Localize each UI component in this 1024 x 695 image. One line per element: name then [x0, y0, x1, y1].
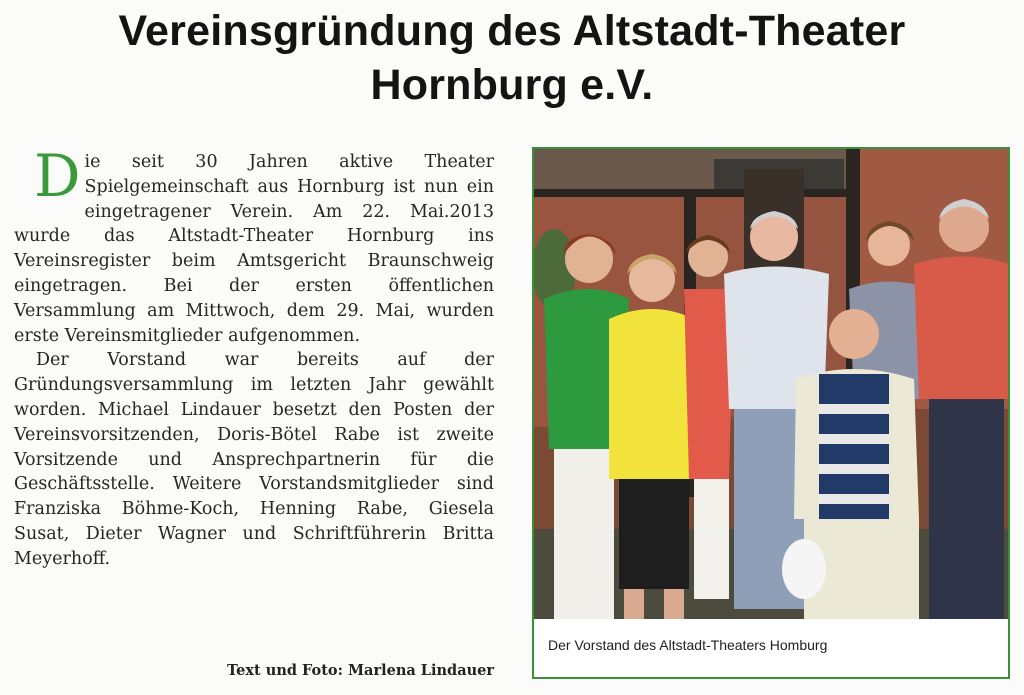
headline-line-2: Hornburg e.V. [370, 61, 654, 109]
article-paragraph-2: Der Vorstand war bereits auf der Gründungsversammlung im letzten Jahr gewählt worden. Michael Lindauer besetzt den Posten der Vereinsvorsitzenden, Doris-Bötel Rabe ist zweite Vorsitzende und Ansprechpartnerin für die Geschäftsstelle. Weitere Vorstandsmitglieder sind Franziska Böhme-Koch, Henning Rabe, Giesela Susat, Dieter Wagner und Schriftführerin Britta Meyerhoff. [14, 350, 494, 569]
paragraph-1-text: ie seit 30 Jahren aktive Theater Spielgemeinschaft aus Hornburg ist nun ein eingetragener Verein. Am 22. Mai.2013 wurde das Altstadt-Theater Hornburg ins Vereinsregister beim Amtsgericht Braunschweig eingetragen. Bei der ersten öffentlichen Versammlung am Mittwoch, dem 29. Mai, wurden erste Vereinsmitglieder aufgenommen. [14, 152, 494, 346]
group-photo [534, 149, 1008, 619]
photo-frame [532, 147, 1010, 679]
group-photo-illustration [534, 149, 1008, 619]
drop-cap: D [34, 142, 81, 210]
headline-line-1: Vereinsgründung des Altstadt-Theater [118, 7, 906, 55]
photo-text-credit: Text und Foto: Marlena Lindauer [227, 662, 494, 679]
article-paragraph-1 [14, 142, 494, 348]
photo-caption: Der Vorstand des Altstadt-Theaters Homburg [548, 637, 828, 653]
article-headline [20, 4, 1004, 112]
article-body [14, 142, 494, 572]
